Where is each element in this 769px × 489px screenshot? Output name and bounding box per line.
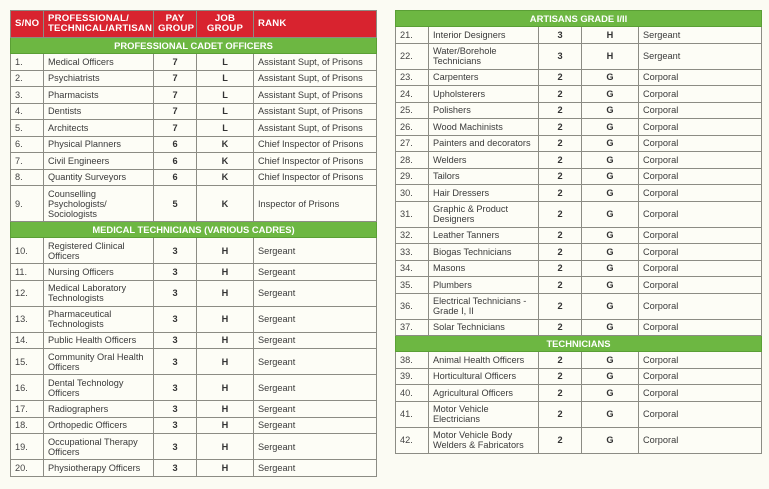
table-row: [396, 244, 762, 261]
profession-name: Welders: [429, 152, 539, 169]
rank: Corporal: [639, 401, 762, 427]
pay-group: 3: [154, 280, 197, 306]
profession-name: Plumbers: [429, 277, 539, 294]
job-group: G: [582, 102, 639, 119]
profession-name: Motor Vehicle Electricians: [429, 401, 539, 427]
table-row: [396, 152, 762, 169]
rank: Corporal: [639, 319, 762, 336]
table-row: [396, 168, 762, 185]
row-number: 2.: [11, 70, 44, 87]
pay-group: 3: [154, 460, 197, 477]
job-group: H: [197, 264, 254, 281]
rank: Assistant Supt, of Prisons: [254, 120, 377, 137]
row-number: 39.: [396, 368, 429, 385]
rank: Sergeant: [254, 280, 377, 306]
table-row: [11, 136, 377, 153]
rank: Corporal: [639, 244, 762, 261]
profession-name: Medical Laboratory Technologists: [44, 280, 154, 306]
pay-group: 2: [539, 86, 582, 103]
table-row: [11, 434, 377, 460]
pay-group: 3: [539, 27, 582, 44]
rank: Corporal: [639, 152, 762, 169]
rank: Corporal: [639, 86, 762, 103]
row-number: 12.: [11, 280, 44, 306]
profession-name: Tailors: [429, 168, 539, 185]
job-group: G: [582, 244, 639, 261]
table-row: [396, 385, 762, 402]
header-row: [11, 11, 377, 38]
job-group: G: [582, 319, 639, 336]
table-row: [396, 119, 762, 136]
profession-name: Animal Health Officers: [429, 352, 539, 369]
row-number: 33.: [396, 244, 429, 261]
job-group: G: [582, 86, 639, 103]
pay-group: 7: [154, 120, 197, 137]
pay-group: 2: [539, 201, 582, 227]
row-number: 26.: [396, 119, 429, 136]
rank: Sergeant: [254, 332, 377, 349]
profession-name: Pharmacists: [44, 87, 154, 104]
rank: Sergeant: [254, 434, 377, 460]
profession-name: Solar Technicians: [429, 319, 539, 336]
profession-name: Carpenters: [429, 69, 539, 86]
table-row: [396, 352, 762, 369]
job-group: K: [197, 169, 254, 186]
pay-group: 3: [154, 306, 197, 332]
pay-group: 2: [539, 427, 582, 453]
rank: Corporal: [639, 69, 762, 86]
pay-group: 6: [154, 136, 197, 153]
profession-name: Upholsterers: [429, 86, 539, 103]
row-number: 21.: [396, 27, 429, 44]
job-group: H: [197, 460, 254, 477]
job-group: H: [197, 238, 254, 264]
pay-group: 2: [539, 385, 582, 402]
profession-name: Hair Dressers: [429, 185, 539, 202]
table-row: [396, 86, 762, 103]
rank: Assistant Supt, of Prisons: [254, 103, 377, 120]
row-number: 3.: [11, 87, 44, 104]
job-group: L: [197, 103, 254, 120]
pay-group: 2: [539, 319, 582, 336]
rank: Inspector of Prisons: [254, 186, 377, 222]
row-number: 28.: [396, 152, 429, 169]
profession-name: Counselling Psychologists/ Sociologists: [44, 186, 154, 222]
header-sno: S/NO: [11, 11, 44, 38]
row-number: 6.: [11, 136, 44, 153]
table-row: [11, 306, 377, 332]
job-group: G: [582, 152, 639, 169]
row-number: 30.: [396, 185, 429, 202]
job-group: G: [582, 135, 639, 152]
row-number: 31.: [396, 201, 429, 227]
row-number: 7.: [11, 153, 44, 170]
table-row: [11, 417, 377, 434]
rank: Sergeant: [639, 27, 762, 44]
job-group: H: [197, 280, 254, 306]
rank: Sergeant: [639, 43, 762, 69]
row-number: 23.: [396, 69, 429, 86]
profession-name: Biogas Technicians: [429, 244, 539, 261]
table-row: [11, 401, 377, 418]
row-number: 4.: [11, 103, 44, 120]
profession-name: Masons: [429, 260, 539, 277]
row-number: 32.: [396, 227, 429, 244]
table-row: [11, 460, 377, 477]
pay-group: 7: [154, 70, 197, 87]
rank: Chief Inspector of Prisons: [254, 169, 377, 186]
profession-name: Pharmaceutical Technologists: [44, 306, 154, 332]
row-number: 19.: [11, 434, 44, 460]
row-number: 18.: [11, 417, 44, 434]
pay-group: 2: [539, 277, 582, 294]
pay-group: 2: [539, 293, 582, 319]
profession-name: Motor Vehicle Body Welders & Fabricators: [429, 427, 539, 453]
profession-name: Quantity Surveyors: [44, 169, 154, 186]
rank: Assistant Supt, of Prisons: [254, 87, 377, 104]
pay-group: 2: [539, 244, 582, 261]
table-row: [11, 153, 377, 170]
job-group: K: [197, 186, 254, 222]
profession-name: Physical Planners: [44, 136, 154, 153]
table-row: [11, 186, 377, 222]
profession-name: Orthopedic Officers: [44, 417, 154, 434]
row-number: 1.: [11, 54, 44, 71]
profession-name: Community Oral Health Officers: [44, 349, 154, 375]
pay-group: 7: [154, 103, 197, 120]
table-row: [11, 87, 377, 104]
row-number: 37.: [396, 319, 429, 336]
rank: Sergeant: [254, 349, 377, 375]
job-group: G: [582, 69, 639, 86]
job-group: G: [582, 352, 639, 369]
rank: Corporal: [639, 352, 762, 369]
profession-name: Horticultural Officers: [429, 368, 539, 385]
pay-group: 2: [539, 368, 582, 385]
table-row: [11, 70, 377, 87]
table-row: [11, 264, 377, 281]
section-header-row: [11, 222, 377, 238]
header-job-group: JOB GROUP: [197, 11, 254, 38]
pay-group: 3: [154, 417, 197, 434]
table-row: [396, 427, 762, 453]
rank: Sergeant: [254, 264, 377, 281]
row-number: 14.: [11, 332, 44, 349]
table-row: [396, 260, 762, 277]
profession-name: Polishers: [429, 102, 539, 119]
profession-name: Occupational Therapy Officers: [44, 434, 154, 460]
job-group: K: [197, 153, 254, 170]
table-row: [396, 69, 762, 86]
table-row: [11, 169, 377, 186]
rank: Corporal: [639, 227, 762, 244]
pay-group: 6: [154, 169, 197, 186]
section-header-row: [396, 11, 762, 27]
job-group: G: [582, 185, 639, 202]
row-number: 13.: [11, 306, 44, 332]
table-row: [11, 280, 377, 306]
header-rank: RANK: [254, 11, 377, 38]
table-row: [11, 349, 377, 375]
pay-group: 7: [154, 87, 197, 104]
profession-name: Dentists: [44, 103, 154, 120]
job-group: L: [197, 54, 254, 71]
rank: Corporal: [639, 260, 762, 277]
rank: Sergeant: [254, 306, 377, 332]
job-group: H: [197, 349, 254, 375]
profession-name: Water/Borehole Technicians: [429, 43, 539, 69]
table-row: [11, 332, 377, 349]
rank: Corporal: [639, 185, 762, 202]
rank: Corporal: [639, 385, 762, 402]
profession-name: Leather Tanners: [429, 227, 539, 244]
job-group: G: [582, 427, 639, 453]
row-number: 17.: [11, 401, 44, 418]
pay-group: 3: [154, 332, 197, 349]
table-row: [396, 293, 762, 319]
profession-name: Interior Designers: [429, 27, 539, 44]
row-number: 36.: [396, 293, 429, 319]
row-number: 41.: [396, 401, 429, 427]
table-row: [11, 103, 377, 120]
table-row: [11, 375, 377, 401]
section-header-row: [396, 336, 762, 352]
pay-group: 6: [154, 153, 197, 170]
row-number: 9.: [11, 186, 44, 222]
profession-name: Dental Technology Officers: [44, 375, 154, 401]
job-group: G: [582, 401, 639, 427]
row-number: 11.: [11, 264, 44, 281]
profession-name: Painters and decorators: [429, 135, 539, 152]
section-title: TECHNICIANS: [396, 336, 762, 352]
header-pay-group: PAY GROUP: [154, 11, 197, 38]
row-number: 24.: [396, 86, 429, 103]
row-number: 10.: [11, 238, 44, 264]
header-profession: PROFESSIONAL/ TECHNICAL/ARTISAN: [44, 11, 154, 38]
rank: Corporal: [639, 168, 762, 185]
row-number: 34.: [396, 260, 429, 277]
job-group: H: [582, 27, 639, 44]
rank: Sergeant: [254, 238, 377, 264]
rank: Corporal: [639, 427, 762, 453]
rank: Sergeant: [254, 417, 377, 434]
rank: Assistant Supt, of Prisons: [254, 54, 377, 71]
table-row: [11, 120, 377, 137]
row-number: 29.: [396, 168, 429, 185]
rank: Sergeant: [254, 460, 377, 477]
rank: Corporal: [639, 293, 762, 319]
table-row: [11, 238, 377, 264]
row-number: 38.: [396, 352, 429, 369]
rank: Sergeant: [254, 375, 377, 401]
job-group: G: [582, 277, 639, 294]
rank: Corporal: [639, 119, 762, 136]
row-number: 27.: [396, 135, 429, 152]
job-group: L: [197, 120, 254, 137]
job-group: H: [197, 306, 254, 332]
pay-group: 3: [154, 434, 197, 460]
job-group: L: [197, 70, 254, 87]
pay-group: 2: [539, 352, 582, 369]
rank: Corporal: [639, 277, 762, 294]
table-row: [396, 368, 762, 385]
pay-group: 3: [154, 375, 197, 401]
row-number: 22.: [396, 43, 429, 69]
table-row: [396, 277, 762, 294]
pay-group: 2: [539, 69, 582, 86]
profession-name: Registered Clinical Officers: [44, 238, 154, 264]
table-row: [396, 135, 762, 152]
table-row: [396, 185, 762, 202]
job-group: K: [197, 136, 254, 153]
table-row: [396, 319, 762, 336]
section-header-row: [11, 38, 377, 54]
rank: Corporal: [639, 102, 762, 119]
job-group: H: [197, 434, 254, 460]
pay-group: 2: [539, 152, 582, 169]
table-row: [396, 27, 762, 44]
job-group: G: [582, 119, 639, 136]
profession-name: Medical Officers: [44, 54, 154, 71]
pay-group: 2: [539, 401, 582, 427]
row-number: 40.: [396, 385, 429, 402]
table-row: [396, 102, 762, 119]
profession-name: Wood Machinists: [429, 119, 539, 136]
profession-name: Architects: [44, 120, 154, 137]
left-table: [10, 10, 377, 477]
rank: Chief Inspector of Prisons: [254, 153, 377, 170]
pay-group: 2: [539, 227, 582, 244]
table-row: [396, 401, 762, 427]
profession-name: Agricultural Officers: [429, 385, 539, 402]
pay-group: 2: [539, 260, 582, 277]
pay-group: 2: [539, 102, 582, 119]
pay-group: 3: [539, 43, 582, 69]
job-group: G: [582, 168, 639, 185]
pay-group: 3: [154, 264, 197, 281]
job-group: H: [197, 401, 254, 418]
row-number: 25.: [396, 102, 429, 119]
pay-group: 3: [154, 401, 197, 418]
job-group: L: [197, 87, 254, 104]
profession-name: Graphic & Product Designers: [429, 201, 539, 227]
profession-name: Nursing Officers: [44, 264, 154, 281]
table-row: [396, 43, 762, 69]
rank: Sergeant: [254, 401, 377, 418]
rank: Corporal: [639, 201, 762, 227]
profession-name: Psychiatrists: [44, 70, 154, 87]
row-number: 5.: [11, 120, 44, 137]
profession-name: Public Health Officers: [44, 332, 154, 349]
pay-group: 5: [154, 186, 197, 222]
pay-group: 7: [154, 54, 197, 71]
row-number: 16.: [11, 375, 44, 401]
profession-name: Civil Engineers: [44, 153, 154, 170]
pay-group: 2: [539, 168, 582, 185]
profession-name: Electrical Technicians -Grade I, II: [429, 293, 539, 319]
row-number: 35.: [396, 277, 429, 294]
job-group: G: [582, 385, 639, 402]
rank: Chief Inspector of Prisons: [254, 136, 377, 153]
pay-group: 3: [154, 238, 197, 264]
right-table: [395, 10, 762, 454]
job-group: G: [582, 368, 639, 385]
profession-name: Radiographers: [44, 401, 154, 418]
job-group: G: [582, 227, 639, 244]
job-group: G: [582, 260, 639, 277]
table-row: [11, 54, 377, 71]
section-title: ARTISANS GRADE I/II: [396, 11, 762, 27]
row-number: 15.: [11, 349, 44, 375]
job-group: H: [197, 375, 254, 401]
rank: Corporal: [639, 135, 762, 152]
pay-group: 3: [154, 349, 197, 375]
pay-group: 2: [539, 185, 582, 202]
pay-group: 2: [539, 135, 582, 152]
job-group: H: [582, 43, 639, 69]
job-group: H: [197, 417, 254, 434]
pay-group: 2: [539, 119, 582, 136]
row-number: 20.: [11, 460, 44, 477]
rank: Corporal: [639, 368, 762, 385]
job-group: G: [582, 201, 639, 227]
row-number: 42.: [396, 427, 429, 453]
profession-name: Physiotherapy Officers: [44, 460, 154, 477]
section-title: PROFESSIONAL CADET OFFICERS: [11, 38, 377, 54]
table-row: [396, 227, 762, 244]
rank: Assistant Supt, of Prisons: [254, 70, 377, 87]
row-number: 8.: [11, 169, 44, 186]
job-group: H: [197, 332, 254, 349]
table-row: [396, 201, 762, 227]
job-group: G: [582, 293, 639, 319]
section-title: MEDICAL TECHNICIANS (VARIOUS CADRES): [11, 222, 377, 238]
